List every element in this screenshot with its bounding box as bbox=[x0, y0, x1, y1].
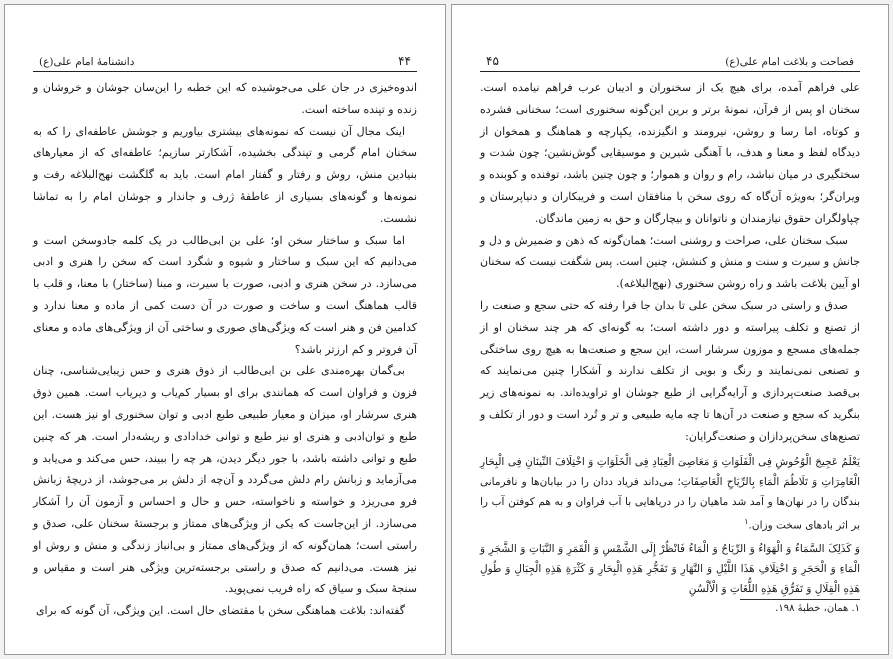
right-page bbox=[451, 4, 889, 655]
arabic-quote: وَ کَذَلِکَ السَّمَاءُ وَ الْهَوَاءُ وَ الرِّیَاحُ وَ الْمَاءُ فَانْظُرْ إِلَی الشَّمْسِ وَ الْقَمَرِ وَ النَّبَاتِ وَ الشَّجَرِ وَ الْمَاءِ وَ الْحَجَرِ وَ اخْتِلَافِ هَذَا اللَّیْلِ وَ النَّهَارِ وَ تَفَجُّرِ هَذِهِ الْبِحَارِ وَ کَثْرَةِ هَذِهِ الْجِبَالِ وَ طُولِ هَذِهِ الْقِلَالِ وَ تَفَرُّقِ هَذِهِ اللُّغَاتِ وَ الْأَلْسُنِ bbox=[480, 543, 860, 596]
paragraph: اما سبک و ساختار سخن او؛ علی بن ابی‌طالب در یک کلمه جادوسخن است و می‌دانیم که این سبک و ساختار و شیوه و شگرد است که سخن را هنری و ادبی می‌سازد. در سخن هنری و ادبی، صورت با سیرت، و مبنا (ساختار) با معنا، و قلب با قالب هماهنگ است و ساخت و صورت در آن دست کمی از ماده و معنا ندارد و کدامین فن و هنر است که ویژگی‌های صوری و ساختی آن از ویژگی‌های ماده و معنای آن فروتر و کم ارزتر باشد؟ bbox=[33, 233, 417, 356]
page-body bbox=[480, 77, 860, 601]
paragraph: صدق و راستی در سبک سخن علی تا بدان جا فرا رفته که حتی سجع و صنعت را از تصنع و تکلف پیراسته و دور داشته است؛ به گونه‌ای که هر چند سخنان او از جمله‌های مسجع و موزون سرشار است، این سجع و صنعت‌ها به هیچ روی ساختگی و تصنعی نمی‌نمایند و رنگ و بویی از تکلف ندارند و آشکارا چنین می‌نمایند که بی‌قصد صنعت‌پردازی و آرایه‌گرایی از طبع جوشان او تراویده‌اند. به نمونه‌های زیر بنگرید که سجع و صنعت در آن‌ها تا چه مایه طبیعی و تر و تُرد است و دور از تکلف و تصنع‌های سخن‌پردازان و صنعت‌گرایان: bbox=[480, 298, 860, 443]
running-title: فصاحت و بلاغت امام علی(ع) bbox=[725, 56, 854, 68]
footnote-marker: ۱ bbox=[744, 516, 749, 526]
paragraph: اینک مجال آن نیست که نمونه‌های بیشتری بیاوریم و جوشش عاطفه‌ای را که به سخنان امام گرمی و تپندگی بخشیده، آشکارتر سازیم؛ عاطفه‌ای که از معیارهای بنیادین منش، روش و رفتار و گفتار امام است. باید به گلگشت نهج‌البلاغه رفت و نمونه‌ها و گونه‌های بسیاری از عاطفهٔ ژرف و جاندار و جوشان امام را به تماشا نشست. bbox=[33, 124, 417, 225]
footnote-divider bbox=[740, 599, 860, 600]
paragraph: سبک سخنان علی، صراحت و روشنی است؛ همان‌گونه که ذهن و ضمیرش و دل و جانش و سیرت و سنت و منش و کنشش، چنین است. پس شگفت نیست که سخنان او آیین بلاغت باشد و راه روشن سخنوری (نهج‌البلاغه). bbox=[480, 233, 860, 291]
left-page bbox=[4, 4, 446, 655]
paragraph: علی فراهم آمده، برای هیچ یک از سخنوران و ادیبان عرب فراهم نیامده است. سخنان او پس از قرآن، نمونهٔ برتر و برین این‌گونه سخنوری است؛ سخنانی فشرده و کوتاه، اما رسا و روشن، نیرومند و انگیزنده، یکپارچه و هماهنگ و همخوان از دیدگاه لفظ و معنا و هدف، با آهنگی شیرین و موسیقایی گوش‌نشین؛ چون شدت و سختگیری در میان نباشد، رام و روان و هموار؛ و چون چنین باشد، توفنده و کوبنده و ویران‌گر؛ به‌ویژه آن‌گاه که روی سخن با منافقان است و فریبکاران و دنیاپرستان و چپاولگران حقوق نیازمندان و ناتوانان و بیچارگان و حق به زمین ماندگان. bbox=[480, 81, 860, 225]
quote-translation: ؛ می‌داند فریاد ددان را در بیابان‌ها و نافرمانی بندگان را در نهان‌ها و آمد شد ماهیان را در دریاهایی با آب فراوان و به هم کوفتن آب را بر اثر بادهای سخت وزان. bbox=[480, 475, 860, 532]
page-body bbox=[33, 77, 417, 622]
paragraph: گفته‌اند: بلاغت هماهنگی سخن با مقتضای حال است. این ویژگی، آن گونه که برای bbox=[35, 604, 405, 618]
footnote: ۱. همان، خطبهٔ ۱۹۸. bbox=[775, 603, 860, 614]
paragraph: بی‌گمان بهره‌مندی علی بن ابی‌طالب از ذوق هنری و حس زیبایی‌شناسی، چنان فزون و فراوان است که همانندی برای او بسیار کم‌یاب و دیریاب است. همین ذوق هنری سرشار او، میزان و معیار طبیعی طبع ادبی و توان سخنوری او نیز هست. این طبع و توان‌ادبی و هنری او نیز طبع و توانی خدادادی و ریشه‌دار است. هر که چنین طبع و توانی داشته باشد، با جور دیگر دیدن، هر چه را ببیند، حس می‌کند و می‌یابد و می‌آزماید و زبانش رام دلش می‌گردد و آن‌چه از دلش بر می‌جوشد، از دریچهٔ زبانش فرو می‌ریزد و خواسته و ناخواسته، حس و حال و احساس و آزمون آن را آشکار می‌سازد. از این‌جا‌ست که یکی از ویژگی‌های ممتاز و برجستهٔ سخنان علی، صدق و راستی است؛ همان‌گونه که از ویژگی‌های ممتاز و بی‌انباز زندگی و منش و روش او نیز هست. می‌دانیم که صدق و راستی برجسته‌ترین ویژگی هنر است و مقیاس و سنجهٔ سبک و سیاق که راه فریب نمی‌پوید. bbox=[33, 364, 417, 596]
running-title: دانشنامهٔ امام علی(ع) bbox=[39, 56, 135, 68]
page-number: ۴۴ bbox=[398, 54, 411, 68]
arabic-quote bbox=[480, 452, 860, 536]
arabic-quote-text: یَعْلَمُ عَجِیجَ الْوُحُوشِ فِی الْفَلَوَاتِ وَ مَعَاصِیَ الْعِبَادِ فِی الْخَلَوَاتِ وَ اخْتِلَافَ النِّینَانِ فِی الْبِحَارِ الْغَامِرَاتِ وَ تَلَاطُمَ الْمَاءِ بِالرِّیَاحِ الْعَاصِفَاتِ bbox=[480, 455, 860, 488]
page-number: ۴۵ bbox=[486, 54, 499, 68]
page-header bbox=[480, 49, 860, 72]
page-header bbox=[33, 49, 417, 72]
paragraph: اندوه‌خیزی در جان علی می‌جوشیده که این خطبه را این‌سان جوشان و خروشان و زنده و تپنده ساخته است. bbox=[33, 81, 417, 116]
